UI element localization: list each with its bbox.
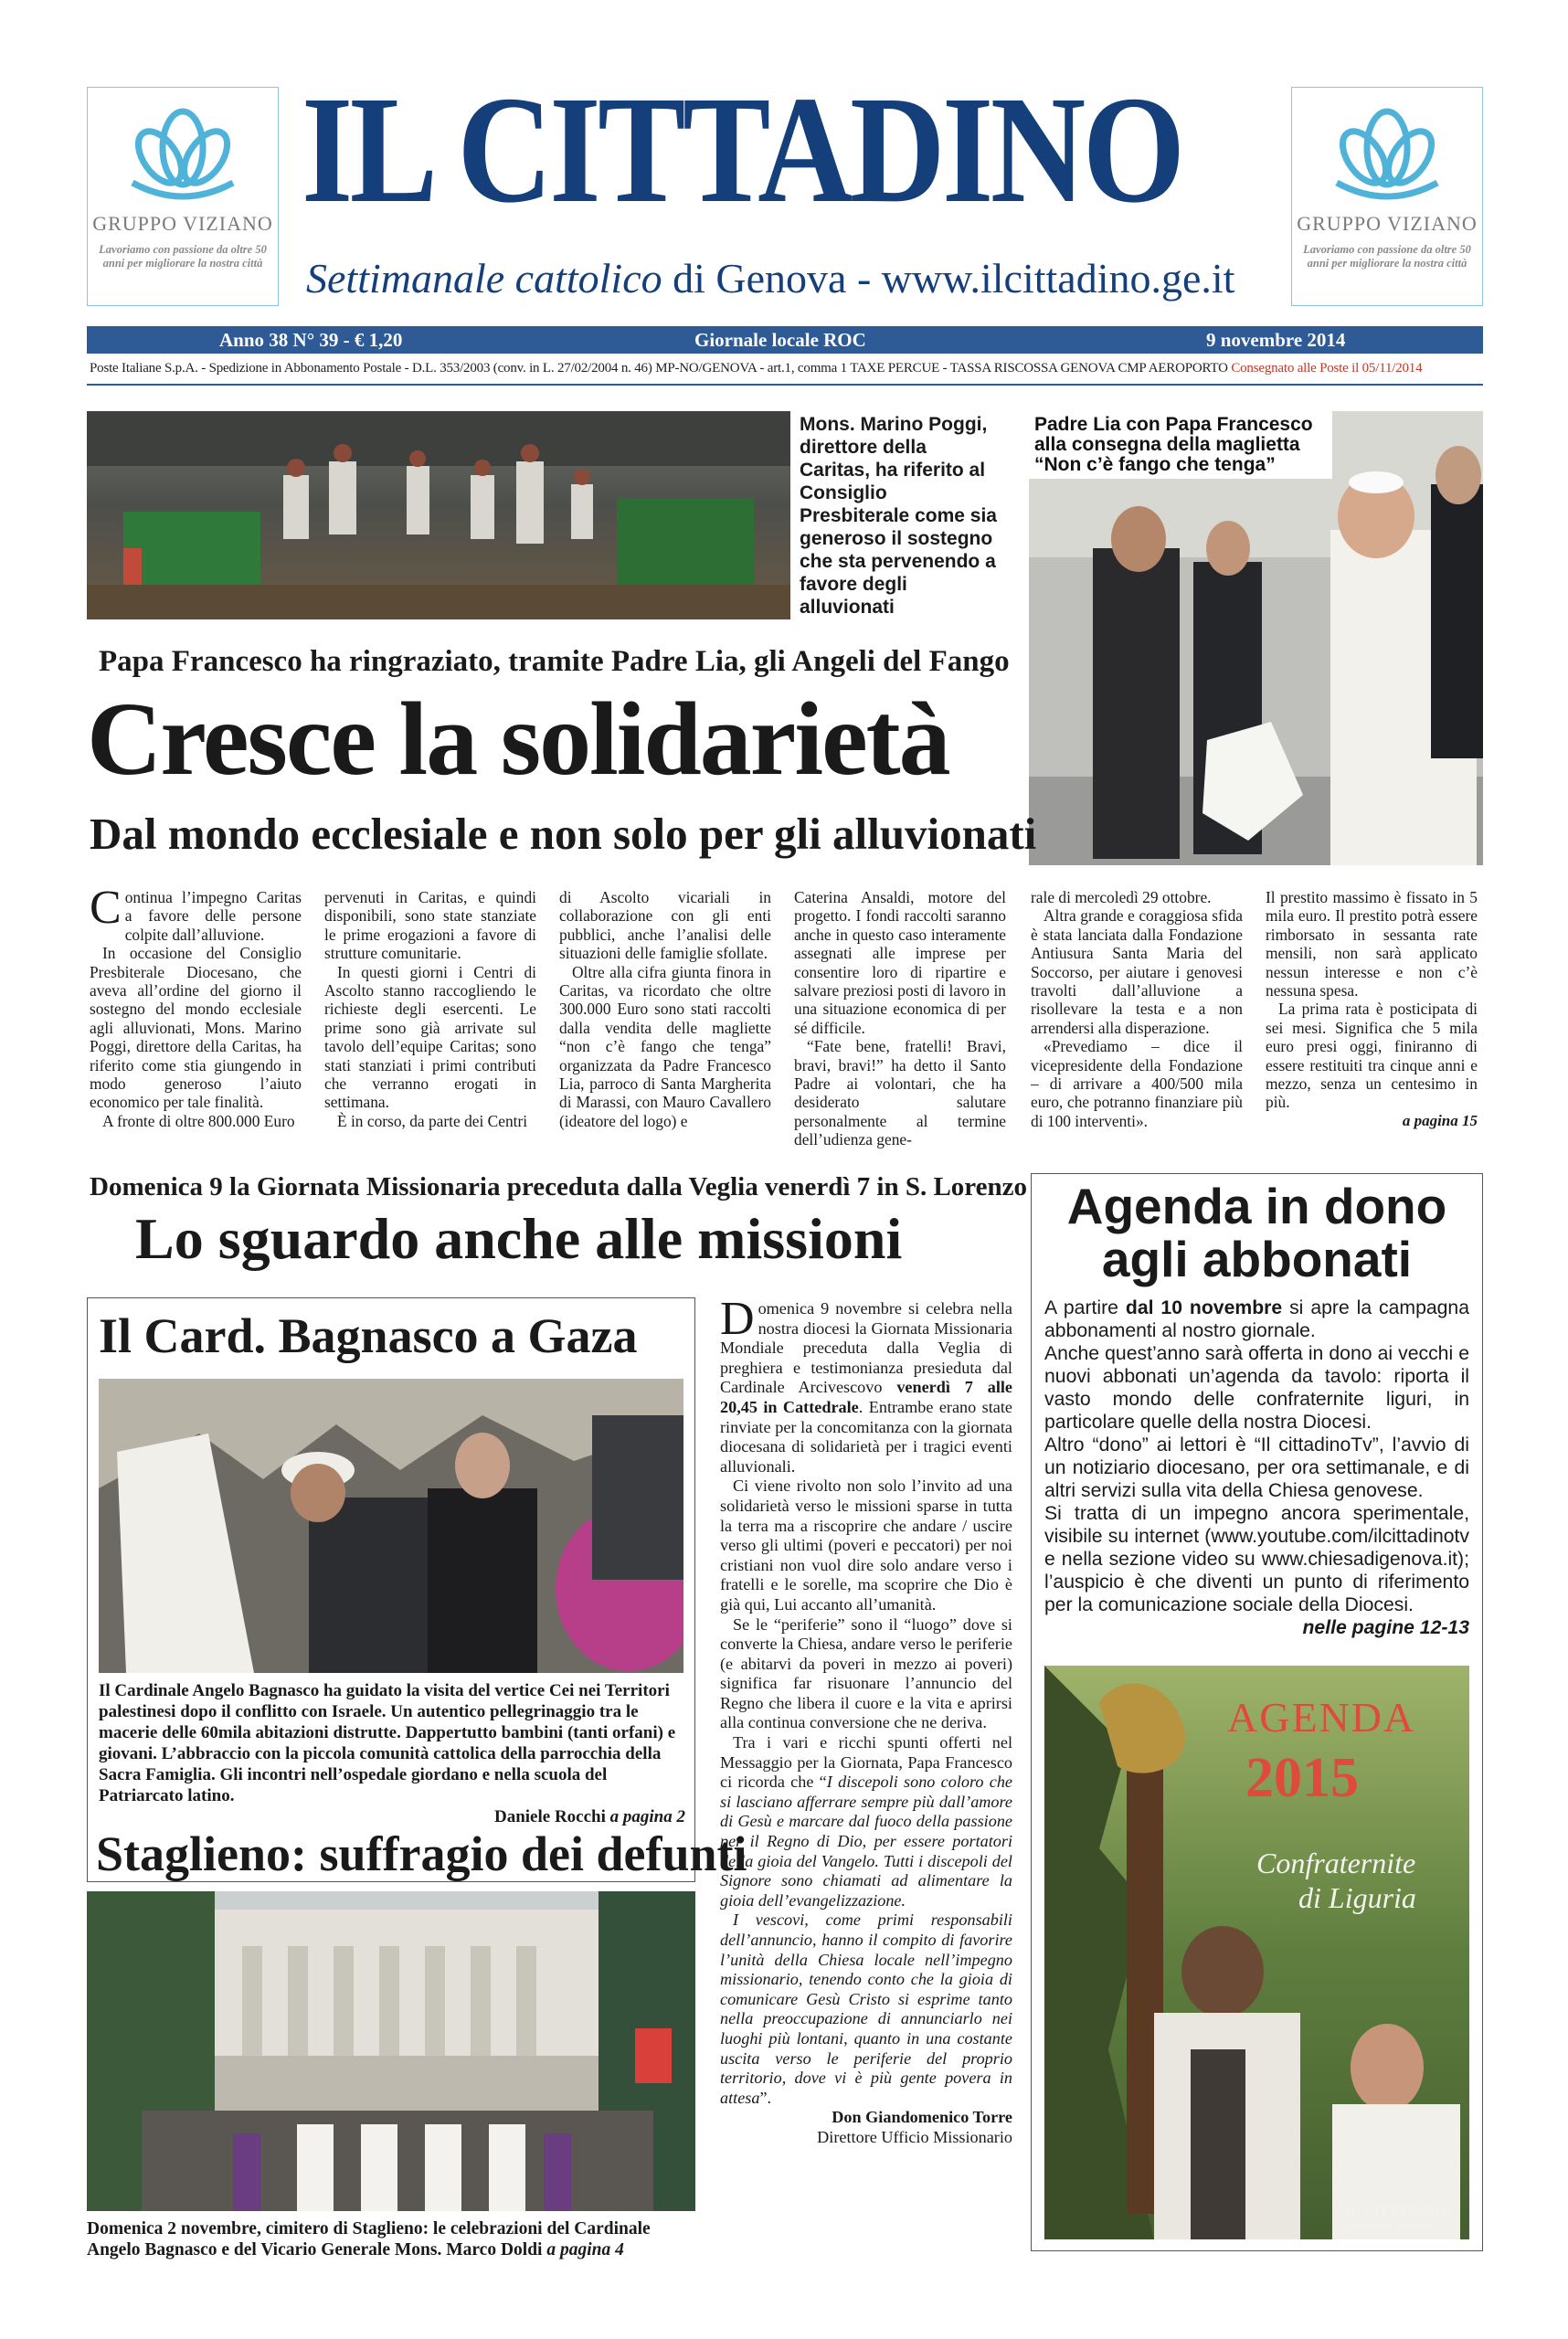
gaza-page-link[interactable]: a pagina 2 — [609, 1807, 685, 1826]
subtitle-city: di Genova - — [662, 255, 882, 302]
cover-subtitle-1: Confraternite — [1256, 1847, 1416, 1879]
subtitle-italic: Settimanale cattolico — [306, 255, 662, 302]
issue-date: 9 novembre 2014 — [1206, 329, 1346, 351]
dropcap: D — [720, 1293, 755, 1345]
gaza-headline: Il Card. Bagnasco a Gaza — [99, 1308, 638, 1363]
flood-volunteers-photo — [87, 411, 790, 619]
staglieno-caption: Domenica 2 novembre, cimitero di Staglieno: le celebrazioni del Cardinale Angelo Bagnasco e del Vicario Generale Mons. Marco Doldi a pagina 4 — [87, 2219, 651, 2260]
cover-title: AGENDA — [1227, 1694, 1416, 1741]
lead-column-1: Continua l’impegno Caritas a favore delle persone colpite dall’alluvione. In occasione del Consiglio Presbiterale Diocesano, che aveva all’ordine del giorno il sostegno del mondo ecclesiale agli alluvionati, Mons. Marino Poggi, direttore della Caritas, ha riferito come stia giungendo in modo generoso l’aiuto economico per tale finalità. A fronte di oltre 800.000 Euro — [90, 882, 302, 1130]
agenda-pages-link[interactable]: nelle pagine 12-13 — [1302, 1617, 1469, 1638]
cover-brand-sub: Settimanale Cattolico — [1346, 2219, 1434, 2230]
missions-article: Domenica 9 novembre si celebra nella nostra diocesi la Giornata Missionaria Mondiale preceduta dalla Veglia di preghiera e testimonianza presieduta dal Cardinale Arcivescovo venerdì 7 alle 20,45 in Cattedrale. Entrambe erano state rinviate per la concomitanza con la giornata diocesana di solidarietà per i tragici eventi alluvionali. Ci viene rivolto non solo l’invito ad una solidarietà verso le missioni sparse in tutta la terra ma a riscoprire che andare / uscire verso gli ultimi (poveri e peccatori) per noi cristiani non vuol dire solo andare verso i fratelli e le sorelle, ma scoprire che Dio è già qui, Lui accanto all’umanità. Se le “periferie” sono il “luogo” dove si converte la Chiesa, andare verso le periferie (e abitarvi da poveri in mezzo ai poveri) significa far risuonare l’annuncio del Regno che libera il cuore e la vita e aprirsi alla continua conversione che ne deriva. Tra i vari e ricchi spunti offerti nel Messaggio per la Giornata, Papa Francesco ci ricorda che “I discepoli sono coloro che si lasciano afferrare sempre più dall’amore di Gesù e marcare dal fuoco della passione per il Regno di Dio, per essere portatori della gioia del Vangelo. Tutti i discepoli del Signore sono chiamati ad alimentare la gioia dell’evangelizzazione. I vescovi, come primi responsabili dell’annuncio, hanno il compito di favorire l’unità della Chiesa locale nell’impegno missionario, tenendo conto che la gioia di comunicare Gesù Cristo si esprime tanto nella preoccupazione di annunciarlo nei luoghi più lontani, quanto in una costante uscita verso le periferie del proprio territorio, dove vi è più gente povera in attesa”. Don Giandomenico Torre Direttore Ufficio Missionario — [720, 1293, 1012, 2146]
pope-photo-caption: Padre Lia con Papa Francesco alla consegna della maglietta “Non c’è fango che tenga” — [1029, 411, 1332, 479]
agenda-title: Agenda in dono agli abbonati — [1066, 1178, 1447, 1287]
website-link[interactable]: www.ilcittadino.ge.it — [881, 255, 1235, 302]
flood-photo-caption: Mons. Marino Poggi, direttore della Caritas, ha riferito al Consiglio Presbiterale come sia generoso il sostegno che sta pervenendo a favore degli alluvionati — [800, 414, 997, 618]
lead-column-4: Caterina Ansaldi, motore del progetto. I fondi raccolti saranno anche in questo caso interamente assegnati alle imprese per consentire loro di ripartire e salvare preziosi posti di lavoro in una situazione economica di per sé difficile. “Fate bene, fratelli! Bravi, bravi, bravi!” ha detto il Santo Padre ai volontari, che ha desiderato salutare personalmente al termine dell’udienza gene- — [794, 888, 1006, 1149]
missions-signature-role: Direttore Ufficio Missionario — [817, 2127, 1012, 2146]
issue-number: Anno 38 N° 39 - € 1,20 — [219, 329, 403, 351]
cover-year: 2015 — [1245, 1747, 1359, 1809]
postal-info: Poste Italiane S.p.A. - Spedizione in Abbonamento Postale - D.L. 353/2003 (conv. in L. 27/02/2004 n. 46) MP-NO/GENOVA - art.1, comma 1 TAXE PERCUE - TASSA RISCOSSA GENOVA CMP AEROPORTO Consegnato alle Poste il 05/11/2014 — [90, 361, 1423, 376]
lotus-logo-icon — [123, 101, 242, 201]
vigil-time: venerdì 7 alle 20,45 in Cattedrale — [720, 1378, 1012, 1416]
roc-label: Giornale locale ROC — [694, 329, 866, 351]
agenda-text: A partire dal 10 novembre si apre la campagna abbonamenti al nostro giornale. Anche quest’anno sarà offerta in dono ai vecchi e nuovi abbonati un’agenda da tavolo: riporta il vasto mondo delle confraternite liguri, in particolare quelle della nostra Diocesi. Altro “dono” ai lettori è “Il cittadinoTv”, l’avvio di un notiziario diocesano, per ora settimanale, e di altri servizi sulla vita della Chiesa genovese. Si tratta di un impegno ancora sperimentale, visibile su internet (www.youtube.com/ilcittadinotv e nella sezione video su www.chiesadigenova.it); l’auspicio è che diventi un punto di riferimento per la comunicazione sociale della Diocesi. nelle pagine 12-13 — [1044, 1297, 1470, 1638]
sponsor-logo-left[interactable] — [87, 87, 279, 306]
lead-column-2: pervenuti in Caritas, e quindi disponibili, sono state stanziate le prime erogazioni a favore di strutture comunitarie. In questi giorni i Centri di Ascolto stanno raccogliendo le richieste degli esercenti. Le prime sono già arrivate sul tavolo dell’equipe Caritas; sono stati stanziati i primi contributi che verranno erogati in settimana. È in corso, da parte dei Centri — [324, 888, 536, 1130]
sponsor-tagline: Lavoriamo con passione da oltre 50 anni per migliorare la nostra città — [1303, 243, 1471, 270]
lead-column-6: Il prestito massimo è fissato in 5 mila euro. Il prestito potrà essere rimborsato in sessanta rate mensili, non sarà applicato nessun interesse e non c’è nessuna spesa. La prima rata è posticipata di sei mesi. Significa che 5 mila euro presi oggi, finiranno di essere restituiti tra cinque anni e mezzo, senza un centesimo in più. a pagina 15 — [1266, 888, 1478, 1129]
cover-subtitle-2: di Liguria — [1298, 1881, 1416, 1914]
lead-subhead: Dal mondo ecclesiale e non solo per gli alluvionati — [90, 809, 1037, 859]
gaza-credit: Daniele Rocchi — [493, 1807, 610, 1826]
lead-column-5: rale di mercoledì 29 ottobre. Altra grande e coraggiosa sfida è stata lanciata dalla Fondazione Antiusura Santa Maria del Soccorso, per aiutare i genovesi travolti dall’alluvione a risollevare la testa e a non arrendersi alla disperazione. «Prevediamo – dice il vicepresidente della Fondazione – di arrivare a 400/500 mila euro, che potranno finanziare più di 100 interventi». — [1031, 888, 1243, 1130]
staglieno-headline: Staglieno: suffragio dei defunti — [96, 1826, 747, 1881]
lead-kicker: Papa Francesco ha ringraziato, tramite Padre Lia, gli Angeli del Fango — [99, 645, 1010, 678]
missions-kicker: Domenica 9 la Giornata Missionaria preceduta dalla Veglia venerdì 7 in S. Lorenzo — [90, 1172, 1028, 1201]
gaza-caption: Il Cardinale Angelo Bagnasco ha guidato la visita del vertice Cei nei Territori palestinesi dopo il conflitto con Israele. Un autentico pellegrinaggio tra le macerie delle 60mila abitazioni distrutte. Dappertutto bambini (tanti orfani) e giovani. L’abbraccio con la piccola comunità cattolica della parrocchia della Sacra Famiglia. Gli incontri nell’ospedale giordano e nella scuola del Patriarcato latino. Daniele Rocchi a pagina 2 — [99, 1681, 685, 1826]
posted-date: Consegnato alle Poste il 05/11/2014 — [1231, 361, 1423, 376]
lotus-logo-icon — [1328, 101, 1446, 201]
issue-bar — [87, 326, 1483, 354]
pope-francis-photo — [1029, 411, 1483, 865]
staglieno-page-link[interactable]: a pagina 4 — [546, 2240, 624, 2260]
lead-column-3: di Ascolto vicariali in collaborazione con gli enti pubblici, anche l’analisi delle situazioni delle famiglie sfollate. Oltre alla cifra giunta finora in Caritas, va ricordato che oltre 300.000 Euro sono stati raccolti dalla vendita delle magliette “non c’è fango che tenga” organizzata da Padre Francesco Lia, parroco di Santa Margherita di Marassi, con Mauro Cavallero (ideatore del logo) e — [559, 888, 771, 1130]
continue-link[interactable]: a pagina 15 — [1402, 1111, 1478, 1129]
missions-headline: Lo sguardo anche alle missioni — [135, 1206, 903, 1271]
sponsor-tagline: Lavoriamo con passione da oltre 50 anni per migliorare la nostra città — [99, 243, 267, 270]
gaza-box — [87, 1297, 695, 1882]
divider — [87, 384, 1483, 386]
agenda-2015-cover — [1044, 1666, 1469, 2239]
gaza-visit-photo — [99, 1379, 683, 1673]
newspaper-subtitle — [306, 254, 1234, 302]
lead-headline: Cresce la solidarietà — [87, 681, 949, 797]
cover-brand: IL CITTADINO — [1346, 2203, 1446, 2217]
staglieno-cemetery-photo — [87, 1891, 695, 2211]
sponsor-name: GRUPPO VIZIANO — [1297, 212, 1478, 235]
agenda-box — [1031, 1173, 1483, 2251]
sponsor-name: GRUPPO VIZIANO — [92, 212, 273, 235]
sponsor-logo-right[interactable] — [1291, 87, 1483, 306]
dropcap: C — [90, 882, 122, 934]
missions-signature-name: Don Giandomenico Torre — [832, 2108, 1012, 2127]
newspaper-title: IL CITTADINO — [302, 65, 1182, 235]
